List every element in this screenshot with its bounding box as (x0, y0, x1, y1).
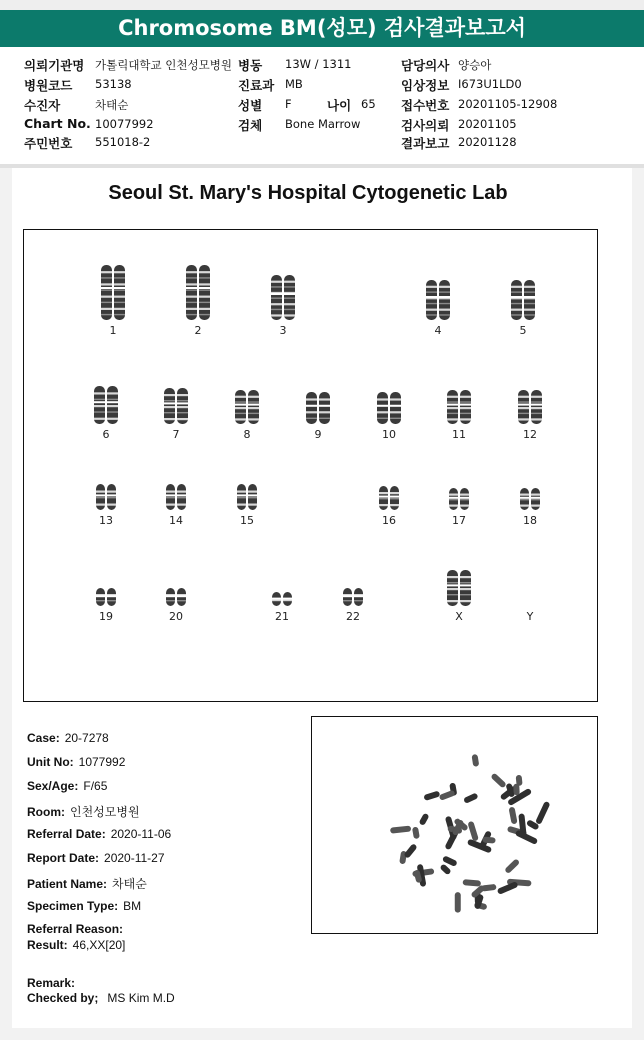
hospital-code-label: 병원코드 (24, 78, 73, 93)
request-date-label: 검사의뢰 (401, 118, 450, 133)
doctor-value: 양승아 (458, 58, 492, 72)
karyotype-panel (23, 229, 598, 702)
metaphase-chromosome (515, 829, 539, 845)
department-value: MB (285, 77, 303, 91)
report-date-label: Report Date: (27, 851, 100, 865)
sexage-value: F/65 (83, 779, 108, 793)
id-value: 551018-2 (95, 135, 151, 149)
institution-value: 가톨릭대학교 인천성모병원 (95, 58, 232, 72)
chromosome-label-1: 1 (109, 324, 117, 337)
chromosome-pair-2 (186, 265, 211, 337)
result-label: Result: (27, 938, 68, 952)
chromosome-pair-7 (164, 388, 189, 441)
department-label: 진료과 (238, 78, 275, 93)
chromosome-pair-15 (237, 484, 258, 527)
report-date-value: 2020-11-27 (104, 851, 165, 865)
metaphase-chromosome (403, 843, 417, 859)
divider (0, 164, 644, 168)
metaphase-chromosome (504, 858, 520, 874)
metaphase-chromosome (412, 826, 420, 839)
specimen-type-label: Specimen Type: (27, 899, 119, 913)
metaphase-chromosome (463, 879, 482, 887)
metaphase-chromosome (419, 813, 430, 826)
metaphase-chromosome (535, 801, 550, 825)
chromosome-label-11: 11 (452, 428, 466, 441)
unit-line (27, 755, 125, 769)
remark-line (27, 976, 75, 990)
chromosome-label-8: 8 (243, 428, 251, 441)
report-date-value: 20201128 (458, 135, 517, 149)
case-label: Case: (27, 731, 60, 745)
receipt-no-value: 20201105-12908 (458, 97, 558, 111)
chromosome-pair-11 (447, 390, 472, 441)
metaphase-chromosome (439, 790, 456, 801)
chromosome-pair-21 (272, 592, 293, 623)
metaphase-chromosome (455, 892, 461, 913)
result-value: 46,XX[20] (72, 938, 126, 952)
chromosome-label-3: 3 (279, 324, 287, 337)
chromosome-pair-22 (343, 588, 364, 623)
chromosome-pair-4 (426, 280, 451, 337)
chromosome-pair-1 (101, 265, 126, 337)
report-date-line (27, 851, 165, 865)
specimen-type-value: BM (123, 899, 142, 913)
room-label: Room: (27, 805, 65, 819)
metaphase-chromosome (513, 784, 520, 796)
report-title: Chromosome BM(성모) 검사결과보고서 (0, 10, 644, 47)
case-value: 20-7278 (64, 731, 109, 745)
clinical-info-value: I673U1LD0 (458, 77, 522, 91)
reason-line (27, 922, 123, 936)
case-line (27, 731, 109, 745)
chromosome-label-15: 15 (240, 514, 254, 527)
metaphase-spread-image (312, 717, 597, 933)
age-value: 65 (361, 97, 376, 111)
chromosome-pair-y (526, 610, 534, 623)
referral-date-value: 2020-11-06 (110, 827, 172, 841)
age-label: 나이 (327, 98, 352, 113)
patient-info-panel (0, 48, 644, 164)
patient-value: 차태순 (95, 98, 129, 112)
sexage-line (27, 779, 107, 793)
chromosome-pair-10 (377, 392, 402, 441)
result-line (27, 938, 125, 952)
sex-value: F (285, 97, 292, 111)
checked-label: Checked by; (27, 991, 99, 1005)
hospital-code-value: 53138 (95, 77, 132, 91)
metaphase-chromosome (439, 863, 451, 875)
chromosome-pair-17 (449, 488, 470, 527)
chromosome-pair-8 (235, 390, 260, 441)
metaphase-chromosome (471, 754, 479, 767)
chromosome-label-x: X (455, 610, 463, 623)
room-value: 인천성모병원 (70, 805, 140, 819)
clinical-info-label: 임상정보 (401, 78, 450, 93)
chart-value: 10077992 (95, 117, 154, 131)
metaphase-chromosome (423, 791, 440, 801)
ward-value: 13W / 1311 (285, 57, 352, 71)
chromosome-pair-5 (511, 280, 536, 337)
chromosome-label-16: 16 (382, 514, 396, 527)
chromosome-label-22: 22 (346, 610, 360, 623)
chromosome-pair-x (447, 570, 472, 623)
patient-line (27, 875, 147, 892)
ward-label: 병동 (238, 58, 263, 73)
doctor-label: 담당의사 (401, 58, 450, 73)
chromosome-pair-13 (96, 484, 117, 527)
karyogram (24, 230, 597, 701)
metaphase-panel (311, 716, 598, 934)
sex-label: 성별 (238, 98, 263, 113)
chromosome-label-20: 20 (169, 610, 183, 623)
chromosome-label-10: 10 (382, 428, 396, 441)
metaphase-chromosome (463, 792, 479, 803)
chromosome-label-17: 17 (452, 514, 466, 527)
metaphase-chromosome (390, 826, 411, 834)
specimen-line (27, 899, 141, 913)
patient-label: 수진자 (24, 98, 61, 113)
chromosome-pair-20 (166, 588, 187, 623)
chromosome-label-y: Y (526, 610, 534, 623)
sexage-label: Sex/Age: (27, 779, 79, 793)
chromosome-pair-12 (518, 390, 543, 441)
specimen-value: Bone Marrow (285, 117, 361, 131)
chromosome-label-19: 19 (99, 610, 113, 623)
top-strip (0, 0, 644, 10)
margin-left (0, 168, 12, 1040)
referral-reason-label: Referral Reason: (27, 922, 124, 936)
patient-name-label: Patient Name: (27, 877, 108, 891)
institution-label: 의뢰기관명 (24, 58, 85, 73)
metaphase-chromosome (481, 884, 497, 892)
room-line (27, 803, 140, 820)
chromosome-label-14: 14 (169, 514, 183, 527)
metaphase-chromosome (467, 821, 479, 842)
report-date-label: 결과보고 (401, 136, 450, 151)
chromosome-pair-14 (166, 484, 187, 527)
referral-date-line (27, 827, 171, 841)
checked-value: MS Kim M.D (107, 991, 175, 1005)
metaphase-chromosome (490, 773, 507, 789)
chromosome-pair-6 (94, 386, 119, 441)
chromosome-label-5: 5 (519, 324, 527, 337)
id-label: 주민번호 (24, 136, 73, 151)
chromosome-pair-3 (271, 275, 296, 337)
remark-label: Remark: (27, 976, 76, 990)
chart-label: Chart No. (24, 116, 91, 131)
margin-bottom (0, 1028, 644, 1040)
unit-label: Unit No: (27, 755, 74, 769)
chromosome-label-6: 6 (102, 428, 110, 441)
chromosome-label-21: 21 (275, 610, 289, 623)
referral-date-label: Referral Date: (27, 827, 106, 841)
chromosome-pair-18 (520, 488, 541, 527)
chromosome-label-13: 13 (99, 514, 113, 527)
chromosome-pair-9 (306, 392, 331, 441)
metaphase-chromosome (509, 807, 518, 825)
checked-line (27, 991, 175, 1005)
chromosome-label-4: 4 (434, 324, 442, 337)
request-date-value: 20201105 (458, 117, 517, 131)
chromosome-pair-19 (96, 588, 117, 623)
unit-value: 1077992 (78, 755, 126, 769)
chromosome-label-2: 2 (194, 324, 202, 337)
patient-name-value: 차태순 (112, 877, 147, 891)
specimen-label: 검체 (238, 118, 263, 133)
chromosome-label-9: 9 (314, 428, 322, 441)
chromosome-label-7: 7 (172, 428, 180, 441)
chromosome-label-18: 18 (523, 514, 537, 527)
chromosome-pair-16 (379, 486, 400, 527)
margin-right (632, 168, 644, 1040)
chromosome-label-12: 12 (523, 428, 537, 441)
receipt-no-label: 접수번호 (401, 98, 450, 113)
lab-title: Seoul St. Mary's Hospital Cytogenetic Lab (108, 182, 508, 204)
